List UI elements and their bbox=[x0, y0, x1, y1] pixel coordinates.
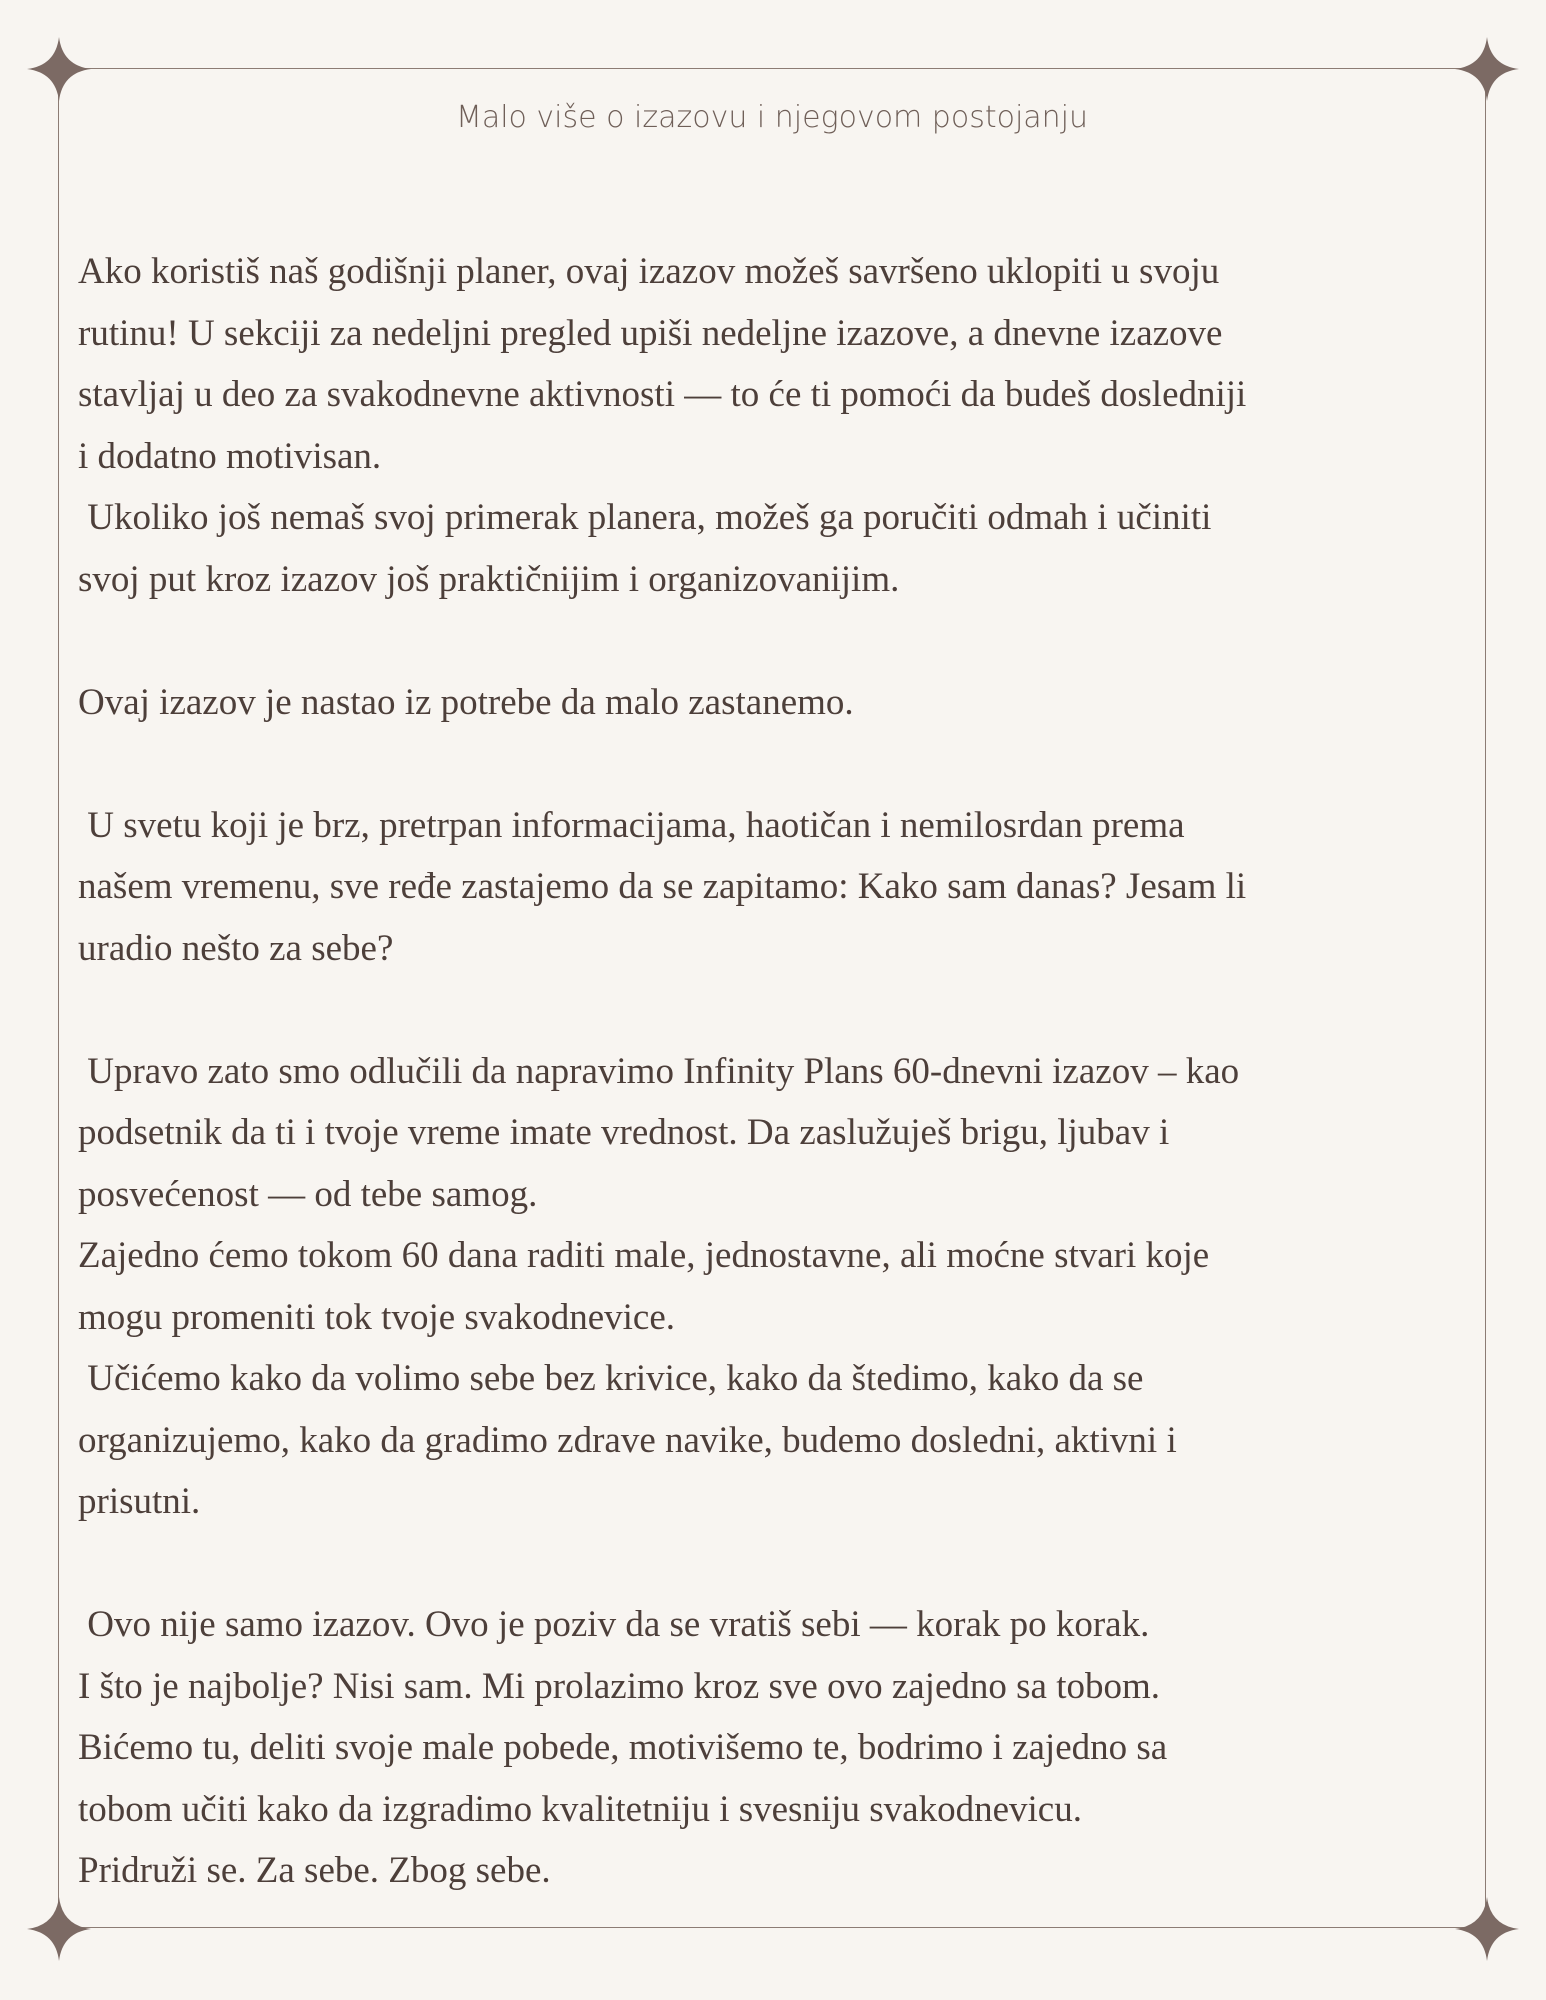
text-line: svoj put kroz izazov još praktičnijim i organizovanijim. bbox=[78, 558, 900, 600]
blank-line bbox=[78, 733, 1473, 795]
text-line: Učićemo kako da volimo sebe bez krivice, kako da štedimo, kako da se bbox=[78, 1358, 1144, 1399]
text-line: Upravo zato smo odlučili da napravimo Infinity Plans 60-dnevni izazov – kao bbox=[78, 1050, 1240, 1092]
text-line: tobom učiti kako da izgradimo kvalitetniju i svesniju svakodnevicu. bbox=[78, 1788, 1082, 1830]
text-line: stavljaj u deo za svakodnevne aktivnosti — to će ti pomoći da budeš dosledniji bbox=[78, 374, 1247, 415]
four-point-star-icon bbox=[27, 37, 91, 101]
text-line: uradio nešto za sebe? bbox=[78, 927, 394, 969]
body-text bbox=[78, 241, 1473, 1902]
text-line: Zajedno ćemo tokom 60 dana raditi male, jednostavne, ali moćne stvari koje bbox=[78, 1235, 1210, 1276]
text-line: mogu promeniti tok tvoje svakodnevice. bbox=[78, 1296, 676, 1338]
text-line: posvećenost — od tebe samog. bbox=[78, 1173, 538, 1215]
text-line: Ako koristiš naš godišnji planer, ovaj izazov možeš savršeno uklopiti u svoju bbox=[78, 251, 1220, 292]
page-title: Malo više o izazovu i njegovom postojanju bbox=[455, 100, 1089, 135]
text-line: Ukoliko još nemaš svoj primerak planera, možeš ga poručiti odmah i učiniti bbox=[78, 497, 1212, 538]
text-line: I što je najbolje? Nisi sam. Mi prolazimo kroz sve ovo zajedno sa tobom. bbox=[78, 1665, 1161, 1707]
text-line: Ovo nije samo izazov. Ovo je poziv da se vratiš sebi — korak po korak. bbox=[78, 1604, 1150, 1645]
blank-line bbox=[78, 979, 1473, 1041]
text-line: našem vremenu, sve ređe zastajemo da se zapitamo: Kako sam danas? Jesam li bbox=[78, 866, 1247, 907]
text-line: podsetnik da ti i tvoje vreme imate vrednost. Da zaslužuješ brigu, ljubav i bbox=[78, 1112, 1170, 1153]
text-line: prisutni. bbox=[78, 1481, 201, 1522]
four-point-star-icon bbox=[1455, 37, 1519, 101]
four-point-star-icon bbox=[1455, 1897, 1519, 1961]
text-line: i dodatno motivisan. bbox=[78, 435, 382, 477]
text-line: rutinu! U sekciji za nedeljni pregled upiši nedeljne izazove, a dnevne izazove bbox=[78, 312, 1223, 354]
text-line: Ovaj izazov je nastao iz potrebe da malo zastanemo. bbox=[78, 681, 854, 723]
text-line: organizujemo, kako da gradimo zdrave navike, budemo dosledni, aktivni i bbox=[78, 1419, 1177, 1461]
text-line: Pridruži se. Za sebe. Zbog sebe. bbox=[78, 1850, 551, 1891]
text-line: U svetu koji je brz, pretrpan informacijama, haotičan i nemilosrdan prema bbox=[78, 804, 1185, 846]
text-line: Bićemo tu, deliti svoje male pobede, motivišemo te, bodrimo i zajedno sa bbox=[78, 1727, 1168, 1768]
blank-line bbox=[78, 610, 1473, 672]
blank-line bbox=[78, 1533, 1473, 1595]
four-point-star-icon bbox=[27, 1897, 91, 1961]
